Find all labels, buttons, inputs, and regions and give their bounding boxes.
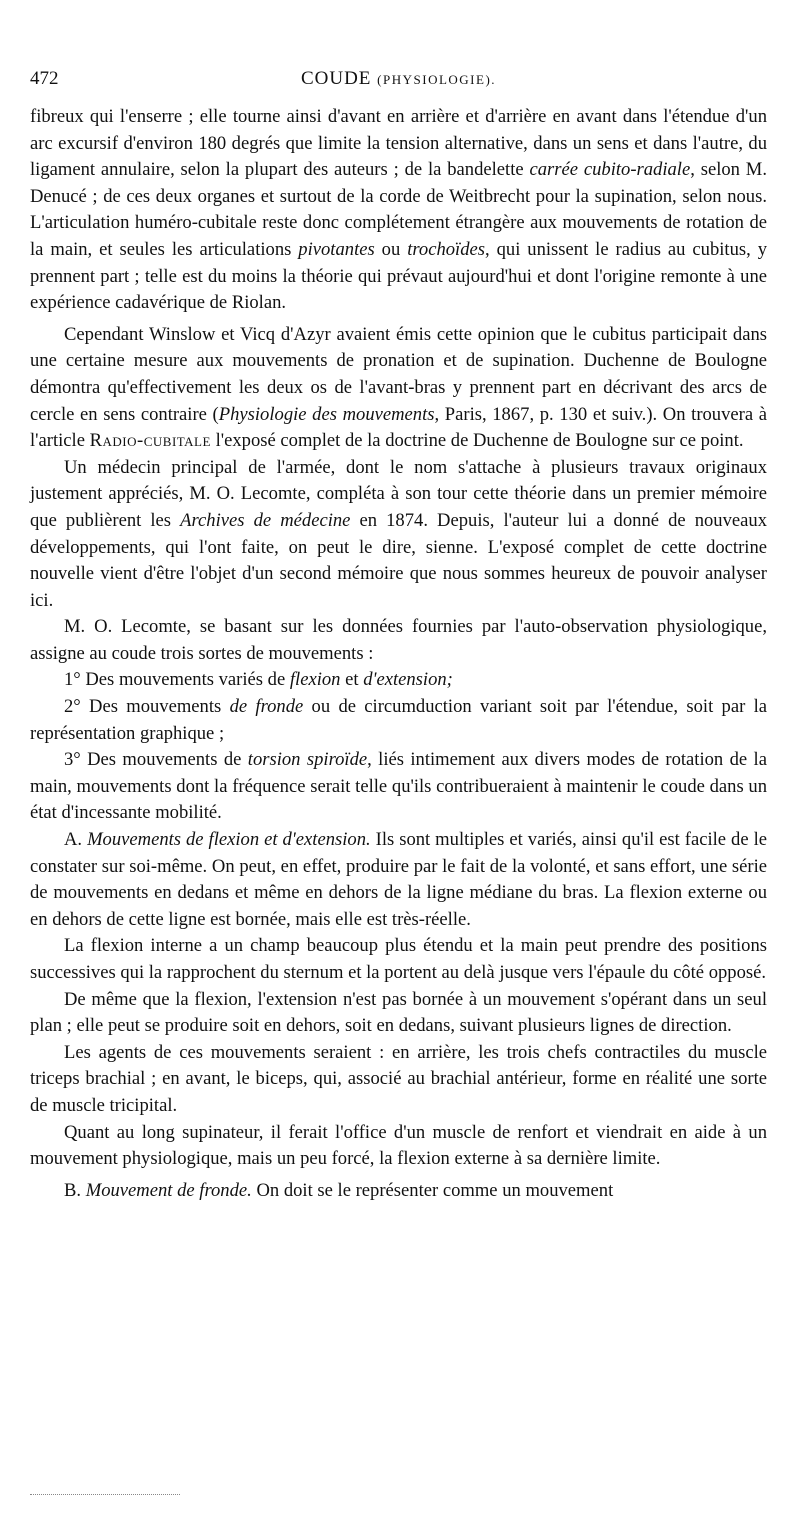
running-head-title: COUDE [300, 68, 372, 89]
section-heading: Mouvements de flexion et d'extension. [87, 829, 371, 851]
paragraph-12 [30, 1120, 767, 1173]
text-run: en 1874. Depuis, l'auteur lui a donné de nouveaux développements, qui l'ont faite, on peut le dire, sienne. L'exposé complet de cette doctrine nouvelle vient d'être l'objet d'un second mémoire que nous sommes heureux de pouvoir analyser ici. [30, 509, 767, 611]
text-run: fibreux qui l'enserre ; elle tourne ainsi d'avant en arrière et d'arrière en avant dans l'étendue d'un arc excursif d'environ 180 degrés que limite la tension alternative, dans un sens et dans l'autre, du ligament annulaire, selon la plupart des auteurs ; de la bandelette [30, 106, 767, 181]
italic-run: de fronde [229, 696, 304, 718]
italic-run: pivotantes [298, 238, 375, 260]
page-header [30, 64, 767, 104]
text-run: De même que la flexion, l'extension n'est pas bornée à un mouvement s'opérant dans un seul plan ; elle peut se produire soit en dehors, soit en dedans, suivant plusieurs lignes de direction. [30, 988, 767, 1037]
text-run: et [340, 669, 364, 691]
text-run: , liés intimement aux divers modes de rotation de la main, mouvements dont la fréquence serait telle qu'ils contribueraient à maintenir le coude dans un état d'incessante mobilité. [30, 749, 767, 824]
text-run: , Paris, 1867, p. 130 et suiv.). On trouvera à l'article [30, 403, 767, 452]
running-head [30, 68, 767, 90]
paragraph-9 [30, 933, 767, 986]
text-run: M. O. Lecomte, se basant sur les données fournies par l'auto-observation physiologique, assigne au coude trois sortes de mouvements : [30, 616, 767, 664]
paragraph-4 [30, 614, 767, 667]
text-run: 3° Des mouvements de [64, 749, 248, 771]
text-run: l'exposé complet de la doctrine de Duchenne de Boulogne sur ce point. [210, 430, 744, 452]
italic-run: carrée cubito-radiale [529, 159, 691, 181]
text-run: A. [64, 829, 88, 851]
text-run: La flexion interne a un champ beaucoup plus étendu et la main peut prendre des positions successives qui la rapprochent du sternum et la portent au delà jusque vers l'épaule du côté opposé. [30, 935, 767, 983]
text-run: , qui unissent le radius au cubitus, y prennent part ; telle est du moins la théorie qui prévaut aujourd'hui et dont l'origine remonte à une expérience cadavérique de Riolan. [30, 238, 767, 314]
text-run: On doit se le représenter comme un mouvement [251, 1179, 614, 1201]
text-run: Quant au long supinateur, il ferait l'office d'un muscle de renfort et viendrait en aide à un mouvement physiologique, mais un peu forcé, la flexion externe à sa dernière limite. [30, 1121, 767, 1170]
paragraph-1 [30, 104, 767, 317]
running-head-subtitle: (PHYSIOLOGIE). [377, 72, 497, 87]
list-item-3 [30, 747, 767, 827]
paragraph-10 [30, 987, 767, 1040]
section-a-paragraph [30, 827, 767, 933]
paragraph-11 [30, 1040, 767, 1120]
cross-reference: Radio-cubitale [89, 430, 211, 452]
italic-run: trochoïdes [407, 238, 486, 260]
text-run: ou [374, 238, 408, 260]
text-run: Cependant Winslow et Vicq d'Azyr avaient émis cette opinion que le cubitus participait dans une certaine mesure aux mouvements de pronation et de supination. Duchenne de Boulogne démontra qu'effectivement les deux os de l'avant-bras y prennent part en décrivant des arcs de cercle en sens contraire ( [30, 323, 767, 425]
italic-run: d'extension; [363, 669, 453, 691]
text-run: 1° Des mouvements variés de [64, 669, 290, 691]
paragraph-3 [30, 455, 767, 615]
italic-run: Archives de médecine [180, 509, 351, 531]
text-run: Ils sont multiples et variés, ainsi qu'il est facile de le constater sur soi-même. On peut, en effet, produire par le fait de la volonté, et sans effort, une série de mouvements en dedans et même en dehors de la ligne médiane du bras. La flexion externe ou en dehors de cette ligne est bornée, mais elle est très-réelle. [30, 829, 767, 930]
document-page [30, 64, 767, 1204]
text-run: 2° Des mouvements [64, 696, 230, 718]
section-heading: Mouvement de fronde. [85, 1179, 252, 1201]
text-run: Un médecin principal de l'armée, dont le nom s'attache à plusieurs travaux originaux justement appréciés, M. O. Lecomte, compléta à son tour cette théorie dans un premier mémoire que publièrent les [30, 456, 767, 531]
italic-run: torsion spiroïde [247, 749, 368, 771]
text-run: B. [64, 1179, 86, 1201]
section-b-paragraph [30, 1178, 767, 1205]
text-run: ou de circumduction variant soit par l'étendue, soit par la représentation graphique ; [30, 696, 767, 744]
italic-run: Physiologie des mouvements [218, 403, 435, 425]
list-item-2 [30, 694, 767, 747]
text-run: Les agents de ces mouvements seraient : en arrière, les trois chefs contractiles du muscle triceps brachial ; en avant, le biceps, qui, associé au brachial antérieur, forme en réalité une sorte de muscle tricipital. [30, 1041, 767, 1116]
italic-run: flexion [289, 669, 341, 691]
body-text [30, 104, 767, 1204]
paragraph-2 [30, 322, 767, 455]
footer-divider [30, 1494, 180, 1495]
text-run: , selon M. Denucé ; de ces deux organes et surtout de la corde de Weitbrecht pour la supination, selon nous. L'articulation huméro-cubitale reste donc complétement étrangère aux mouvements de rotation de la main, et seules les articulations [30, 159, 767, 260]
list-item-1 [30, 667, 767, 694]
page-number: 472 [30, 68, 59, 89]
